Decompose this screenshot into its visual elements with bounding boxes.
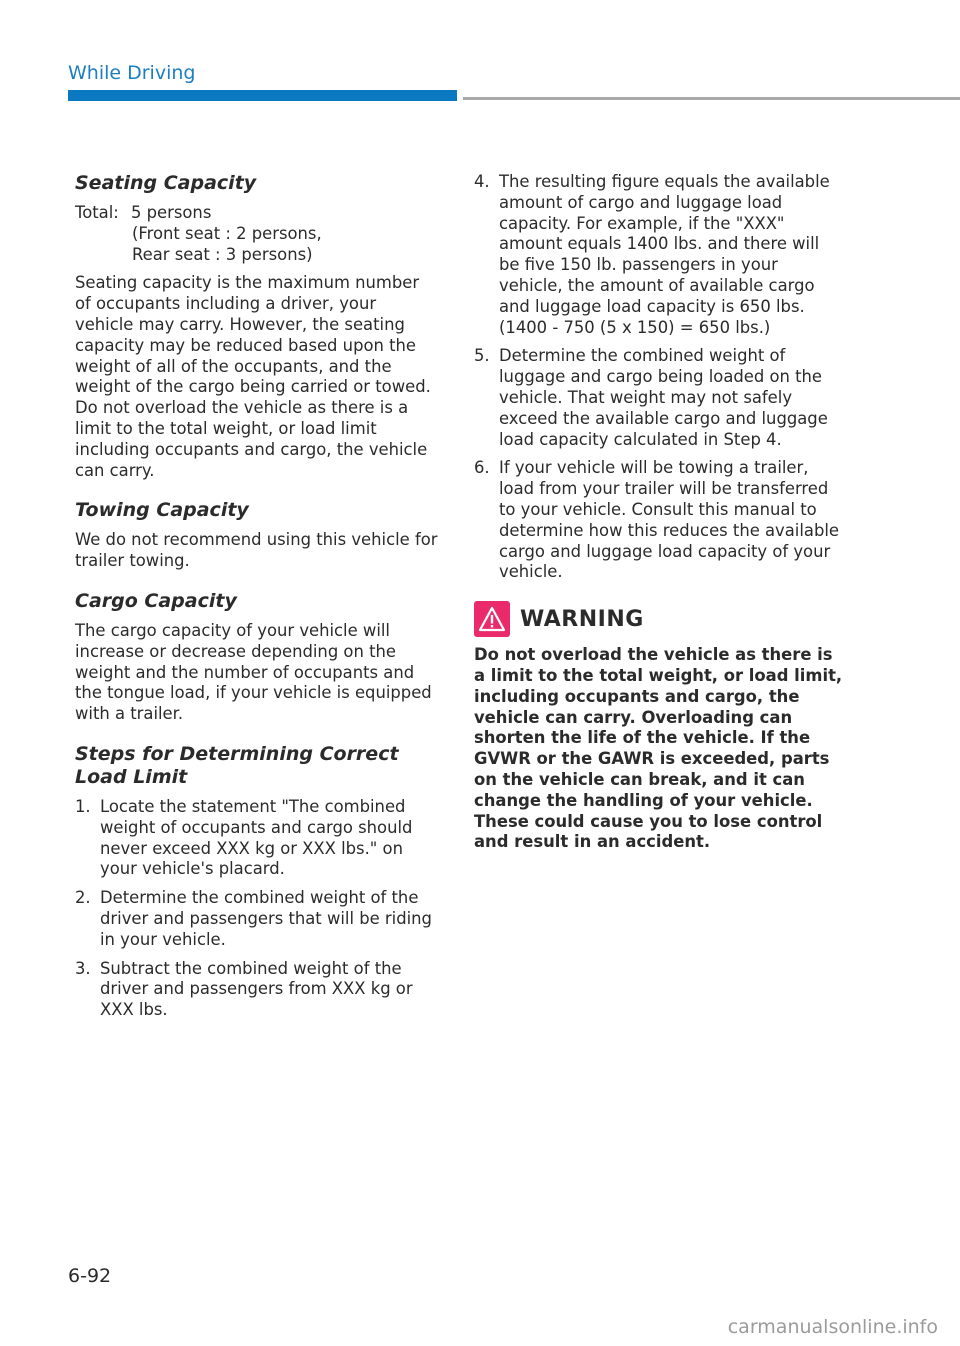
list-item [75, 797, 439, 880]
header-bar-divider [463, 97, 960, 100]
warning-header [474, 601, 844, 637]
step-text: The resulting figure equals the available amount of cargo and luggage load capacity. For example, if the "XXX" amount equals 1400 lbs. and there will be five 150 lb. passengers in your vehicle, the amount of available cargo and luggage load capacity is 650 lbs. (1400 - 750 (5 x 150) = 650 lbs.) [499, 172, 830, 337]
step-number: 3. [75, 958, 91, 978]
step-number: 5. [474, 346, 490, 366]
seating-total-label: Total: [75, 203, 119, 222]
step-number: 1. [75, 796, 91, 816]
watermark: carmanualsonline.info [727, 1316, 938, 1338]
step-text: Locate the statement "The combined weight of occupants and cargo should never exceed XXX kg or XXX lbs." on your vehicle's placard. [100, 796, 413, 879]
left-column [75, 172, 439, 1039]
cargo-body: The cargo capacity of your vehicle will increase or decrease depending on the weight and the number of occupants and the tongue load, if your vehicle is equipped with a trailer. [75, 620, 432, 724]
list-item [75, 888, 439, 950]
list-item [474, 172, 844, 338]
step-number: 2. [75, 888, 91, 908]
header-title: While Driving [68, 62, 196, 84]
warning-body: Do not overload the vehicle as there is a limit to the total weight, or load limit, including occupants and cargo, the vehicle can carry. Overloading can shorten the life of the vehicle. If the GVWR or the GAWR is exceeded, parts on the vehicle can break, and it can change the handling of your vehicle. These could cause you to lose control and result in an accident. [474, 645, 843, 852]
steps-section [75, 743, 439, 1021]
warning-triangle-icon [474, 601, 510, 637]
seating-total [75, 203, 439, 265]
step-number: 6. [474, 458, 490, 478]
right-column [474, 172, 844, 853]
list-item [75, 959, 439, 1021]
towing-title: Towing Capacity [75, 499, 249, 522]
steps-list [75, 797, 439, 1021]
steps-title: Steps for Determining Correct Load Limit [75, 742, 399, 788]
seating-section [75, 172, 439, 481]
step-text: If your vehicle will be towing a trailer, load from your trailer will be transferred to your vehicle. Consult this manual to determine how this reduces the available cargo and luggage load capacity of your vehicle. [499, 458, 839, 582]
seating-total-line: Rear seat : 3 persons) [132, 244, 313, 264]
cargo-section [75, 590, 439, 725]
header-bar-accent [68, 90, 457, 101]
steps-list-continued [474, 172, 844, 583]
towing-section [75, 499, 439, 572]
seating-title: Seating Capacity [75, 172, 257, 194]
seating-total-line: 5 persons [131, 203, 212, 222]
step-text: Determine the combined weight of luggage and cargo being loaded on the vehicle. That weight may not safely exceed the available cargo and luggage load capacity calculated in Step 4. [499, 346, 828, 449]
seating-body: Seating capacity is the maximum number of occupants including a driver, your vehicle may carry. However, the seating capacity may be reduced based upon the weight of all of the occupants, and the weight of the cargo being carried or towed. Do not overload the vehicle as there is a limit to the total weight, or load limit including occupants and cargo, the vehicle can carry. [75, 273, 431, 480]
towing-body: We do not recommend using this vehicle for trailer towing. [75, 530, 438, 571]
warning-title: WARNING [520, 606, 644, 632]
warning-box [474, 601, 844, 853]
cargo-title: Cargo Capacity [75, 589, 237, 612]
list-item [474, 346, 844, 450]
list-item [474, 458, 844, 583]
step-text: Subtract the combined weight of the driver and passengers from XXX kg or XXX lbs. [100, 958, 413, 1020]
step-text: Determine the combined weight of the driver and passengers that will be riding in your vehicle. [100, 888, 432, 949]
seating-total-line: (Front seat : 2 persons, [132, 223, 322, 243]
step-number: 4. [474, 172, 490, 191]
page-number: 6-92 [68, 1265, 112, 1287]
